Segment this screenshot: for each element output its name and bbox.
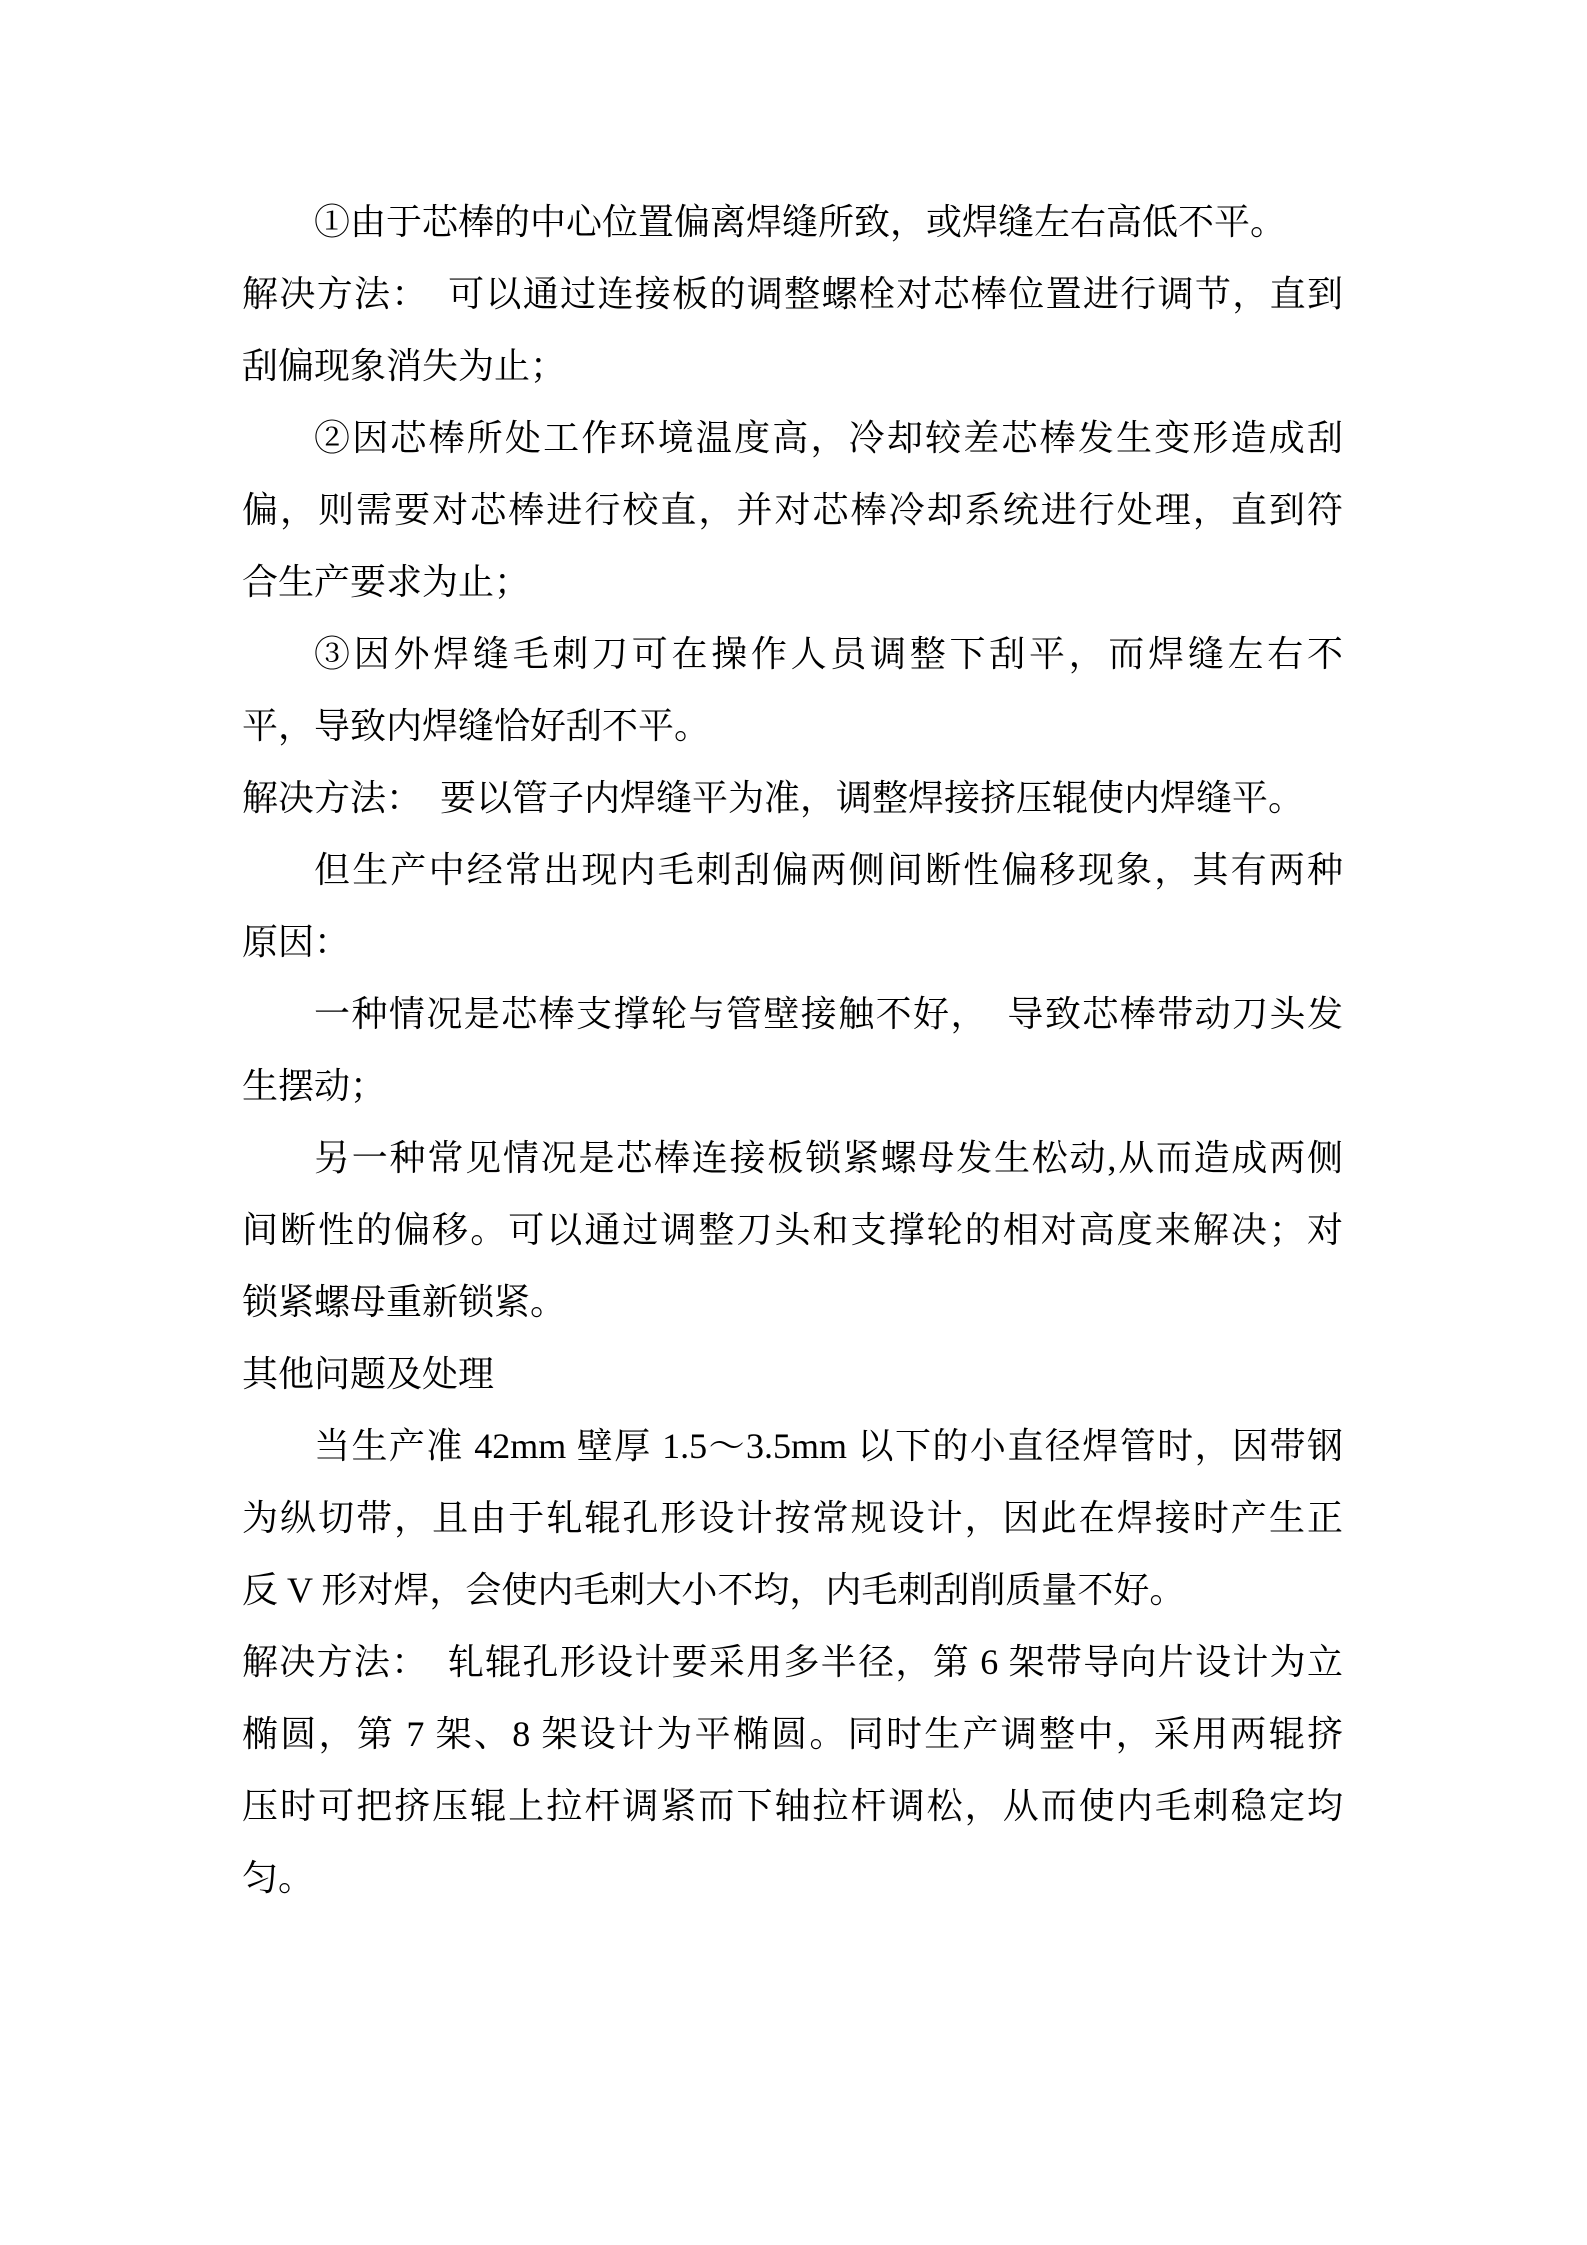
text-line: ②因芯棒所处工作环境温度高，冷却较差芯棒发生变形造成刮 [314,418,1343,458]
text-line: 平，导致内焊缝恰好刮不平。 [242,706,711,746]
text-line: 生摆动； [242,1066,387,1106]
text-line: 间断性的偏移。可以通过调整刀头和支撑轮的相对高度来解决；对 [242,1210,1343,1250]
text-line: 为纵切带，且由于轧辊孔形设计按常规设计，因此在焊接时产生正 [242,1498,1343,1538]
text-line: 椭圆，第 7 架、8 架设计为平椭圆。同时生产调整中，采用两辊挤 [242,1714,1343,1754]
text-line: 其他问题及处理 [242,1354,495,1394]
text-line: 当生产准 42mm 壁厚 1.5～3.5mm 以下的小直径焊管时，因带钢 [314,1426,1343,1466]
text-line: ①由于芯棒的中心位置偏离焊缝所致，或焊缝左右高低不平。 [314,202,1287,242]
text-line: 一种情况是芯棒支撑轮与管壁接触不好， 导致芯棒带动刀头发 [314,994,1343,1034]
text-line: 匀。 [242,1858,315,1898]
text-line: 原因： [242,922,351,962]
text-line: 锁紧螺母重新锁紧。 [242,1282,567,1322]
text-line: ③因外焊缝毛刺刀可在操作人员调整下刮平，而焊缝左右不 [314,634,1343,674]
text-line: 解决方法： 轧辊孔形设计要采用多半径，第 6 架带导向片设计为立 [242,1642,1343,1682]
text-line: 合生产要求为止； [242,562,531,602]
document-text-block [242,186,1343,1914]
text-line: 解决方法： 可以通过连接板的调整螺栓对芯棒位置进行调节，直到 [242,274,1343,314]
text-line: 解决方法： 要以管子内焊缝平为准，调整焊接挤压辊使内焊缝平。 [242,778,1305,818]
text-line: 压时可把挤压辊上拉杆调紧而下轴拉杆调松，从而使内毛刺稳定均 [242,1786,1343,1826]
text-line: 刮偏现象消失为止； [242,346,567,386]
text-line: 反 V 形对焊，会使内毛刺大小不均，内毛刺刮削质量不好。 [242,1570,1186,1610]
text-line: 偏，则需要对芯棒进行校直，并对芯棒冷却系统进行处理，直到符 [242,490,1343,530]
text-line: 但生产中经常出现内毛刺刮偏两侧间断性偏移现象，其有两种 [314,850,1343,890]
text-line: 另一种常见情况是芯棒连接板锁紧螺母发生松动,从而造成两侧 [314,1138,1343,1178]
